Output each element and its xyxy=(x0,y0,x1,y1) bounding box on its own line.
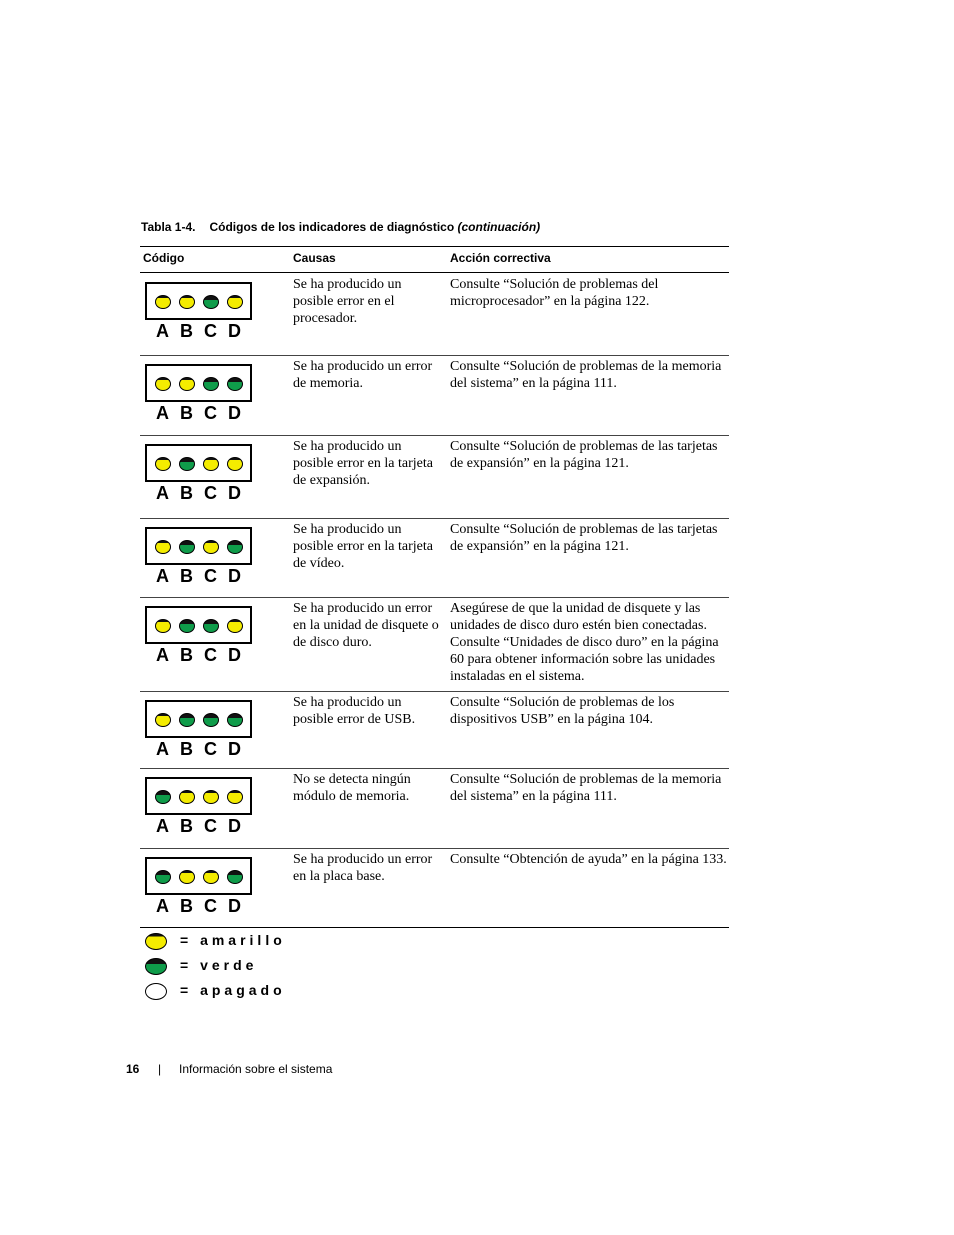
table-caption-continued: (continuación) xyxy=(457,220,541,234)
led-letter: B xyxy=(180,483,193,503)
led-letter: D xyxy=(228,739,241,759)
led-letter: C xyxy=(204,483,217,503)
row-divider xyxy=(140,768,729,769)
led-letters xyxy=(156,403,252,424)
header-action: Acción correctiva xyxy=(450,251,551,265)
led-letter: D xyxy=(228,403,241,423)
led-letter: D xyxy=(228,483,241,503)
yellow-led-icon xyxy=(179,377,195,391)
cause-text: Se ha producido un error de memoria. xyxy=(293,359,433,391)
table-caption xyxy=(141,220,540,234)
led-letter: C xyxy=(204,321,217,341)
led-letter: B xyxy=(180,321,193,341)
green-led-icon xyxy=(203,713,219,727)
yellow-led-icon xyxy=(155,540,171,554)
action-text: Consulte “Solución de problemas de las tarjetas de expansión” en la página 121. xyxy=(450,522,718,554)
cause-text: Se ha producido un posible error en la tarjeta de expansión. xyxy=(293,439,433,488)
footer-separator: | xyxy=(158,1062,162,1076)
led-letters xyxy=(156,566,252,587)
header-rule xyxy=(140,272,729,273)
yellow-led-icon xyxy=(145,933,167,950)
yellow-led-icon xyxy=(203,540,219,554)
led-letter: C xyxy=(204,816,217,836)
led-letter: A xyxy=(156,896,169,916)
row-divider xyxy=(140,691,729,692)
diagnostic-lights-panel xyxy=(145,364,252,402)
diagnostic-lights-panel xyxy=(145,777,252,815)
action-text: Consulte “Obtención de ayuda” en la página 133. xyxy=(450,852,727,867)
action-text: Consulte “Solución de problemas de la memoria del sistema” en la página 111. xyxy=(450,359,722,391)
cause-text: Se ha producido un posible error de USB. xyxy=(293,695,416,727)
yellow-led-icon xyxy=(227,790,243,804)
led-letter: B xyxy=(180,645,193,665)
led-letter: C xyxy=(204,645,217,665)
led-letter: A xyxy=(156,816,169,836)
action-text: Consulte “Solución de problemas del microprocesador” en la página 122. xyxy=(450,277,659,309)
led-letters xyxy=(156,739,252,760)
green-led-icon xyxy=(227,713,243,727)
diagnostic-lights-panel xyxy=(145,606,252,644)
footer-section: Información sobre el sistema xyxy=(179,1062,333,1076)
led-letters xyxy=(156,483,252,504)
cause-text: Se ha producido un posible error en la tarjeta de vídeo. xyxy=(293,522,433,571)
row-divider xyxy=(140,848,729,849)
green-led-icon xyxy=(155,870,171,884)
yellow-led-icon xyxy=(203,870,219,884)
led-letter: A xyxy=(156,739,169,759)
legend-green-label: = verde xyxy=(180,957,258,973)
led-letter: B xyxy=(180,896,193,916)
diagnostic-lights-panel xyxy=(145,282,252,320)
led-letter: B xyxy=(180,816,193,836)
yellow-led-icon xyxy=(179,295,195,309)
led-letter: A xyxy=(156,321,169,341)
yellow-led-icon xyxy=(203,790,219,804)
led-letter: A xyxy=(156,403,169,423)
cause-text: Se ha producido un error en la unidad de disquete o de disco duro. xyxy=(293,601,439,650)
row-divider xyxy=(140,518,729,519)
table-caption-label: Tabla 1-4. xyxy=(141,220,196,234)
action-text: Asegúrese de que la unidad de disquete y las unidades de disco duro estén bien conectadas. Consulte “Unidades de disco duro” en la página 60 para obtener información sobre las unidades instaladas en el sistema. xyxy=(450,601,719,684)
table-bottom-rule xyxy=(140,927,729,928)
page-number: 16 xyxy=(126,1062,140,1076)
yellow-led-icon xyxy=(155,457,171,471)
row-divider xyxy=(140,597,729,598)
cause-text: Se ha producido un posible error en el procesador. xyxy=(293,277,402,326)
action-text: Consulte “Solución de problemas de los dispositivos USB” en la página 104. xyxy=(450,695,675,727)
cause-text: Se ha producido un error en la placa base. xyxy=(293,852,433,884)
yellow-led-icon xyxy=(179,790,195,804)
green-led-icon xyxy=(155,790,171,804)
led-letter: D xyxy=(228,321,241,341)
yellow-led-icon xyxy=(179,870,195,884)
green-led-icon xyxy=(227,540,243,554)
row-divider xyxy=(140,355,729,356)
row-divider xyxy=(140,435,729,436)
led-letter: B xyxy=(180,403,193,423)
diagnostic-lights-panel xyxy=(145,700,252,738)
header-code: Código xyxy=(143,251,185,265)
led-letter: D xyxy=(228,566,241,586)
green-led-icon xyxy=(227,377,243,391)
led-letter: D xyxy=(228,645,241,665)
led-letter: A xyxy=(156,645,169,665)
yellow-led-icon xyxy=(227,619,243,633)
header-causes: Causas xyxy=(293,251,336,265)
yellow-led-icon xyxy=(155,295,171,309)
green-led-icon xyxy=(227,870,243,884)
off-led-icon xyxy=(145,983,167,1000)
diagnostic-lights-panel xyxy=(145,857,252,895)
yellow-led-icon xyxy=(155,377,171,391)
legend-off-label: = apagado xyxy=(180,982,286,998)
legend-yellow-label: = amarillo xyxy=(180,932,286,948)
led-letters xyxy=(156,896,252,917)
yellow-led-icon xyxy=(227,457,243,471)
action-text: Consulte “Solución de problemas de las tarjetas de expansión” en la página 121. xyxy=(450,439,718,471)
diagnostic-lights-panel xyxy=(145,527,252,565)
led-letter: B xyxy=(180,739,193,759)
yellow-led-icon xyxy=(155,713,171,727)
led-letter: D xyxy=(228,816,241,836)
table-top-rule xyxy=(140,246,729,247)
action-text: Consulte “Solución de problemas de la memoria del sistema” en la página 111. xyxy=(450,772,722,804)
led-letter: A xyxy=(156,566,169,586)
led-letter: C xyxy=(204,566,217,586)
green-led-icon xyxy=(179,713,195,727)
led-letter: C xyxy=(204,739,217,759)
led-letters xyxy=(156,816,252,837)
yellow-led-icon xyxy=(155,619,171,633)
led-letter: C xyxy=(204,403,217,423)
green-led-icon xyxy=(203,377,219,391)
diagnostic-lights-panel xyxy=(145,444,252,482)
led-letters xyxy=(156,321,252,342)
green-led-icon xyxy=(179,540,195,554)
green-led-icon xyxy=(179,619,195,633)
green-led-icon xyxy=(203,295,219,309)
green-led-icon xyxy=(203,619,219,633)
led-letter: A xyxy=(156,483,169,503)
yellow-led-icon xyxy=(227,295,243,309)
yellow-led-icon xyxy=(203,457,219,471)
table-caption-title: Códigos de los indicadores de diagnóstico xyxy=(209,220,455,234)
cause-text: No se detecta ningún módulo de memoria. xyxy=(293,772,411,804)
led-letter: B xyxy=(180,566,193,586)
led-letter: D xyxy=(228,896,241,916)
led-letters xyxy=(156,645,252,666)
green-led-icon xyxy=(145,958,167,975)
green-led-icon xyxy=(179,457,195,471)
led-letter: C xyxy=(204,896,217,916)
